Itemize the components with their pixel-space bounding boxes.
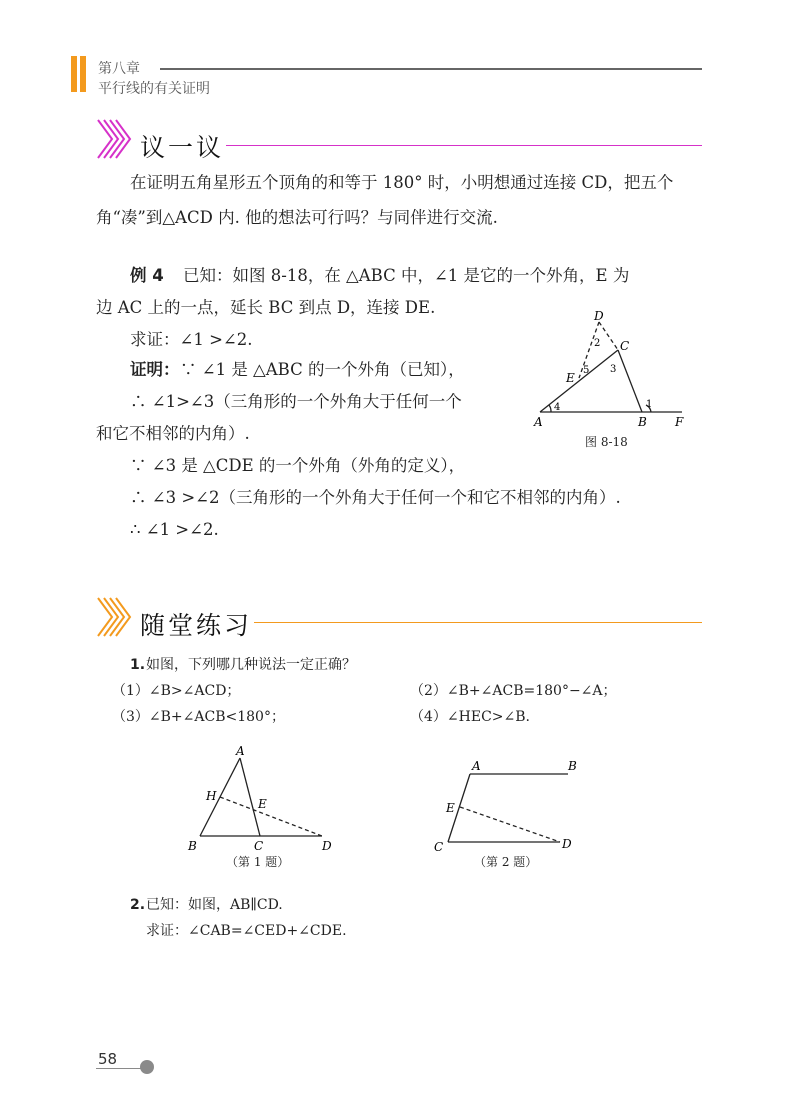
example-line2: 边 AC 上的一点，延长 BC 到点 D，连接 DE. — [96, 298, 436, 317]
figure-q2-caption: （第 2 题） — [474, 855, 538, 869]
discuss-rule — [226, 145, 702, 146]
segment-HD — [220, 797, 322, 836]
point-D: D — [594, 309, 604, 323]
point-C: C — [620, 339, 630, 353]
proof-line5: ∴ ∠3 >∠2（三角形的一个外角大于任何一个和它不相邻的内角）. — [130, 488, 621, 507]
figure-8-18 — [520, 306, 700, 456]
proof-line2: ∴ ∠1>∠3（三角形的一个外角大于任何一个 — [130, 392, 462, 411]
figure-q1-caption: （第 1 题） — [226, 855, 290, 869]
practice-rule — [254, 622, 702, 623]
q1-text: 如图，下列哪几种说法一定正确？ — [146, 657, 356, 673]
angle-label-5: 5 — [583, 365, 590, 376]
header-bar-orange — [71, 56, 77, 92]
point-C: C — [254, 839, 264, 853]
angle-label-2: 2 — [594, 338, 601, 349]
q2-prove: 求证：∠CAB=∠CED+∠CDE. — [146, 923, 347, 939]
angle-label-4: 4 — [554, 402, 561, 413]
segment-CB — [618, 350, 642, 412]
point-A: A — [472, 759, 481, 773]
proof-label: 证明： — [130, 360, 180, 379]
discuss-para-line2: 角“凑”到△ACD 内. 他的想法可行吗？与同伴进行交流. — [96, 208, 498, 227]
page-number: 58 — [98, 1050, 118, 1068]
point-B: B — [568, 759, 577, 773]
figure-q1 — [180, 742, 340, 857]
angle-label-3: 3 — [610, 364, 617, 375]
q2-number: 2. — [130, 897, 146, 913]
point-A: A — [534, 415, 543, 429]
footer-dot — [140, 1060, 154, 1074]
q1-option1: （1）∠B>∠ACD； — [112, 683, 241, 699]
point-B: B — [638, 415, 647, 429]
example-prove: 求证：∠1 >∠2. — [130, 330, 253, 349]
point-E: E — [566, 371, 575, 385]
proof-line3: 和它不相邻的内角）. — [96, 424, 250, 443]
proof-line1: ∵ ∠1 是 △ABC 的一个外角（已知）， — [180, 360, 465, 379]
figure-q2 — [428, 756, 588, 854]
q1-option2: （2）∠B+∠ACB=180°−∠A； — [410, 683, 617, 699]
point-E: E — [446, 801, 455, 815]
point-H: H — [206, 789, 217, 803]
discuss-heading: 议一议 — [140, 133, 225, 162]
practice-chevron-icon — [96, 596, 138, 638]
q2-text: 已知：如图，AB∥CD. — [146, 897, 283, 913]
figure-8-18-caption: 图 8-18 — [585, 435, 628, 449]
segment-DC — [599, 322, 618, 350]
segment-ED — [460, 807, 560, 842]
angle-arc-4 — [549, 405, 551, 412]
proof-line4: ∵ ∠3 是 △CDE 的一个外角（外角的定义）， — [130, 456, 466, 475]
discuss-chevron-icon — [96, 118, 138, 160]
point-D: D — [322, 839, 332, 853]
example-label: 例 4 — [130, 266, 164, 285]
practice-heading: 随堂练习 — [140, 611, 253, 640]
q1-option4: （4）∠HEC>∠B. — [410, 709, 530, 725]
point-F: F — [675, 415, 684, 429]
chapter-label: 第八章 — [98, 61, 140, 77]
point-B: B — [188, 839, 197, 853]
q1-option3: （3）∠B+∠ACB<180°； — [112, 709, 285, 725]
header-rule — [160, 68, 702, 70]
q1-number: 1. — [130, 657, 146, 673]
point-D: D — [562, 837, 572, 851]
discuss-para-line1: 在证明五角星形五个顶角的和等于 180° 时，小明想通过连接 CD，把五个 — [130, 173, 674, 192]
header-bar-orange-2 — [80, 56, 86, 92]
point-A: A — [236, 744, 245, 758]
footer-rule — [96, 1068, 146, 1069]
segment-AC — [240, 758, 260, 836]
chapter-subtitle: 平行线的有关证明 — [98, 81, 210, 97]
example-line1: 已知：如图 8-18，在 △ABC 中，∠1 是它的一个外角，E 为 — [183, 266, 630, 285]
proof-line6: ∴ ∠1 >∠2. — [130, 520, 219, 539]
point-C: C — [434, 840, 444, 854]
segment-AC — [540, 350, 618, 412]
point-E: E — [258, 797, 267, 811]
angle-label-1: 1 — [646, 399, 653, 410]
